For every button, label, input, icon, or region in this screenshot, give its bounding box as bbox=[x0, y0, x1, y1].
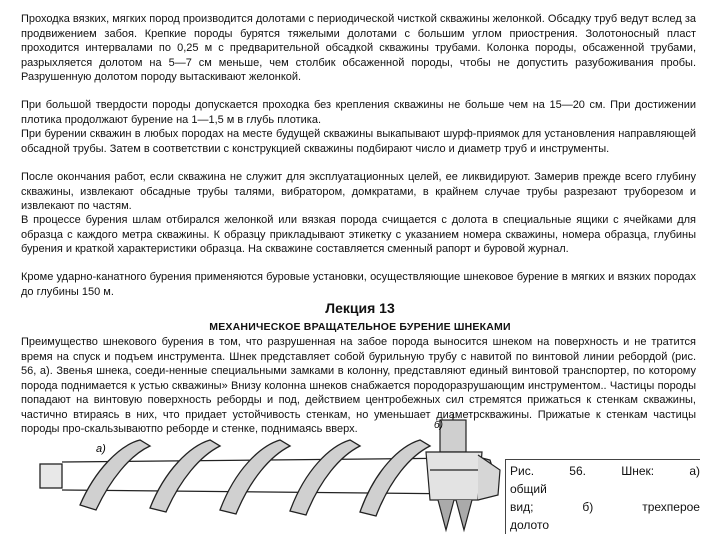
three-blade-bit-drawing bbox=[426, 414, 500, 530]
caption-fig-number: 56. bbox=[569, 464, 586, 478]
caption-general: общий bbox=[510, 482, 547, 496]
caption-label-a: а) bbox=[689, 464, 700, 478]
section-title: МЕХАНИЧЕСКОЕ ВРАЩАТЕЛЬНОЕ БУРЕНИЕ ШНЕКАМИ bbox=[209, 321, 511, 333]
caption-fig-word: Рис. bbox=[510, 464, 535, 478]
figure-label-b: б) bbox=[434, 420, 443, 431]
lecture-title: Лекция 13 bbox=[325, 300, 395, 316]
paragraph-auger-drilling: Кроме ударно-канатного бурения применяются буровые установки, осуществляющие шнековое бурение в мягких и вязких породах до глубины 150 м. bbox=[21, 271, 696, 298]
caption-view: вид; bbox=[510, 500, 534, 514]
paragraph-well-liquidation: После окончания работ, если скважина не служит для эксплуатационных целей, ее ликвидируют. Замерив прежде всего глубину скважины, извлекают обсадные трубы талями, вибратором, домкратами, в крайнем случае трубы разрезают труборезом и извлекают по частям. bbox=[21, 171, 696, 212]
paragraph-drilling-soft-rock: Проходка вязких, мягких пород производится долотами с периодической чисткой скважины желонкой. Обсадку труб ведут вслед за продвижением забоя. Крепкие породы бурятся тяжелыми долотами с большим углом приострения. Золотоносный пласт проходится интервалами по 0,25 м с предварительной обсадкой скважины трубами. Колонка породы, обсаженной трубами, разрыхляется долотом на 5—7 см меньше, чем столбик обсаженной породы, чтобы не допустить разубоживания пробы. Разрушенную долотом породу вытаскивают желонкой. bbox=[21, 13, 696, 83]
paragraph-hard-rock: При большой твердости породы допускается проходка без крепления скважины не больше чем на 15—20 см. При достижении плотика продолжают бурение на 1—1,5 м в глубь плотика. bbox=[21, 99, 696, 126]
paragraph-sludge-sampling: В процессе бурения шлам отбирался желонкой или вязкая порода счищается с долота в специальные ящики с ячейками для образца с каждого метра скважины. К образцу прикладывают этикетку с указанием номера скважины, номера образца, глубины бурения и краткой характеристики образца. На скважине составляется сменный рапорт и буровой журнал. bbox=[21, 214, 696, 255]
caption-bit: долото bbox=[510, 518, 549, 532]
paragraph-pit-casing: При бурении скважин в любых породах на месте будущей скважины выкапывают шурф-приямок для установления направляющей обсадной трубы. Затем в соответствии с конструкцией скважины подбирают число и диаметр труб и инструменты. bbox=[21, 128, 696, 155]
paragraph-auger-advantage: Преимущество шнекового бурения в том, что разрушенная на забое порода выносится шнеком на поверхность и не тратится время на спуск и подъем инструмента. Шнек представляет собой бурильную трубу с навитой по винтовой линии ребордой (рис. 56, а). Звенья шнека, соеди-ненные специальными замками в колонну, представляют единый винтовой транспортер, по которому порода поднимается к устью скважины» Внизу колонна шнеков снабжается породоразрушающим инструментом.. Частицы породы попадают на винтовую поверхность реборды и под, действием центробежных сил стремятся прижаться к стенкам скважины, частично втираясь в них, что придает устойчивость стенкам, но уменьшает диаметрскважины. Прижатые к стенкам частицы породы про-скальзываютпо реборде и стенке, поднимаясь вверх. bbox=[21, 336, 696, 435]
figure-caption bbox=[505, 459, 700, 534]
caption-label-b: б) bbox=[582, 500, 594, 514]
figure-label-a: а) bbox=[96, 443, 106, 455]
caption-three-blade: трехперое bbox=[642, 500, 700, 514]
auger-flights bbox=[80, 440, 430, 516]
caption-auger-word: Шнек: bbox=[621, 464, 655, 478]
